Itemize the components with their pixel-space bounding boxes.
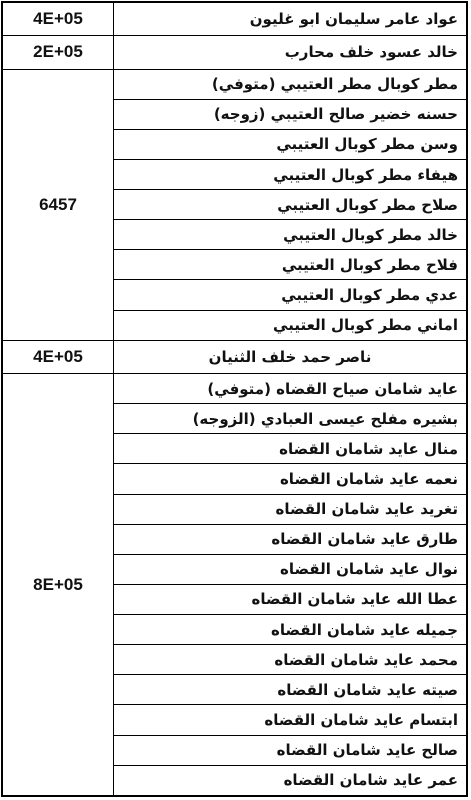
person-name-cell: فلاح مطر كوبال العتيبي bbox=[114, 250, 467, 280]
person-name-cell: منال عايد شامان القضاه bbox=[114, 434, 467, 464]
group-number-cell: 8E+05 bbox=[3, 374, 114, 796]
person-name-cell: عايد شامان صياح القضاه (متوفي) bbox=[114, 374, 467, 404]
table-body bbox=[3, 3, 467, 796]
group-number-cell: 4E+05 bbox=[3, 340, 114, 373]
group-number-cell: 4E+05 bbox=[3, 3, 114, 36]
person-name-cell: نعمه عايد شامان القضاه bbox=[114, 464, 467, 494]
person-name-cell: بشيره مفلح عيسى العبادي (الزوجه) bbox=[114, 404, 467, 434]
table-row bbox=[3, 340, 467, 373]
person-name-cell: تغريد عايد شامان القضاه bbox=[114, 494, 467, 524]
table-row bbox=[3, 36, 467, 69]
beneficiaries-table bbox=[2, 2, 467, 796]
person-name-cell: حسنه خضير صالح العتيبي (زوجه) bbox=[114, 99, 467, 129]
person-name-cell: ابتسام عايد شامان القضاه bbox=[114, 705, 467, 735]
person-name-cell: عواد عامر سليمان ابو غليون bbox=[114, 3, 467, 36]
person-name-cell: طارق عايد شامان القضاه bbox=[114, 524, 467, 554]
person-name-cell: عمر عايد شامان القضاه bbox=[114, 765, 467, 795]
table-row bbox=[3, 69, 467, 99]
group-number-cell: 6457 bbox=[3, 69, 114, 340]
person-name-cell: صلاح مطر كوبال العتيبي bbox=[114, 190, 467, 220]
table-row bbox=[3, 374, 467, 404]
person-name-cell: صالح عايد شامان القضاه bbox=[114, 735, 467, 765]
person-name-cell: ناصر حمد خلف الثنيان bbox=[114, 340, 467, 373]
group-number-cell: 2E+05 bbox=[3, 36, 114, 69]
beneficiaries-table-document bbox=[1, 1, 468, 797]
person-name-cell: خالد عسود خلف محارب bbox=[114, 36, 467, 69]
person-name-cell: جميله عايد شامان القضاه bbox=[114, 615, 467, 645]
person-name-cell: عطا الله عايد شامان القضاه bbox=[114, 584, 467, 614]
person-name-cell: وسن مطر كوبال العتيبي bbox=[114, 129, 467, 159]
person-name-cell: عدي مطر كوبال العتيبي bbox=[114, 280, 467, 310]
person-name-cell: خالد مطر كوبال العتيبي bbox=[114, 220, 467, 250]
person-name-cell: نوال عايد شامان القضاه bbox=[114, 554, 467, 584]
person-name-cell: مطر كوبال مطر العتيبي (متوفي) bbox=[114, 69, 467, 99]
person-name-cell: صيته عايد شامان القضاه bbox=[114, 675, 467, 705]
person-name-cell: اماني مطر كوبال العتيبي bbox=[114, 310, 467, 340]
person-name-cell: محمد عايد شامان القضاه bbox=[114, 645, 467, 675]
table-row bbox=[3, 3, 467, 36]
person-name-cell: هيفاء مطر كوبال العتيبي bbox=[114, 159, 467, 189]
